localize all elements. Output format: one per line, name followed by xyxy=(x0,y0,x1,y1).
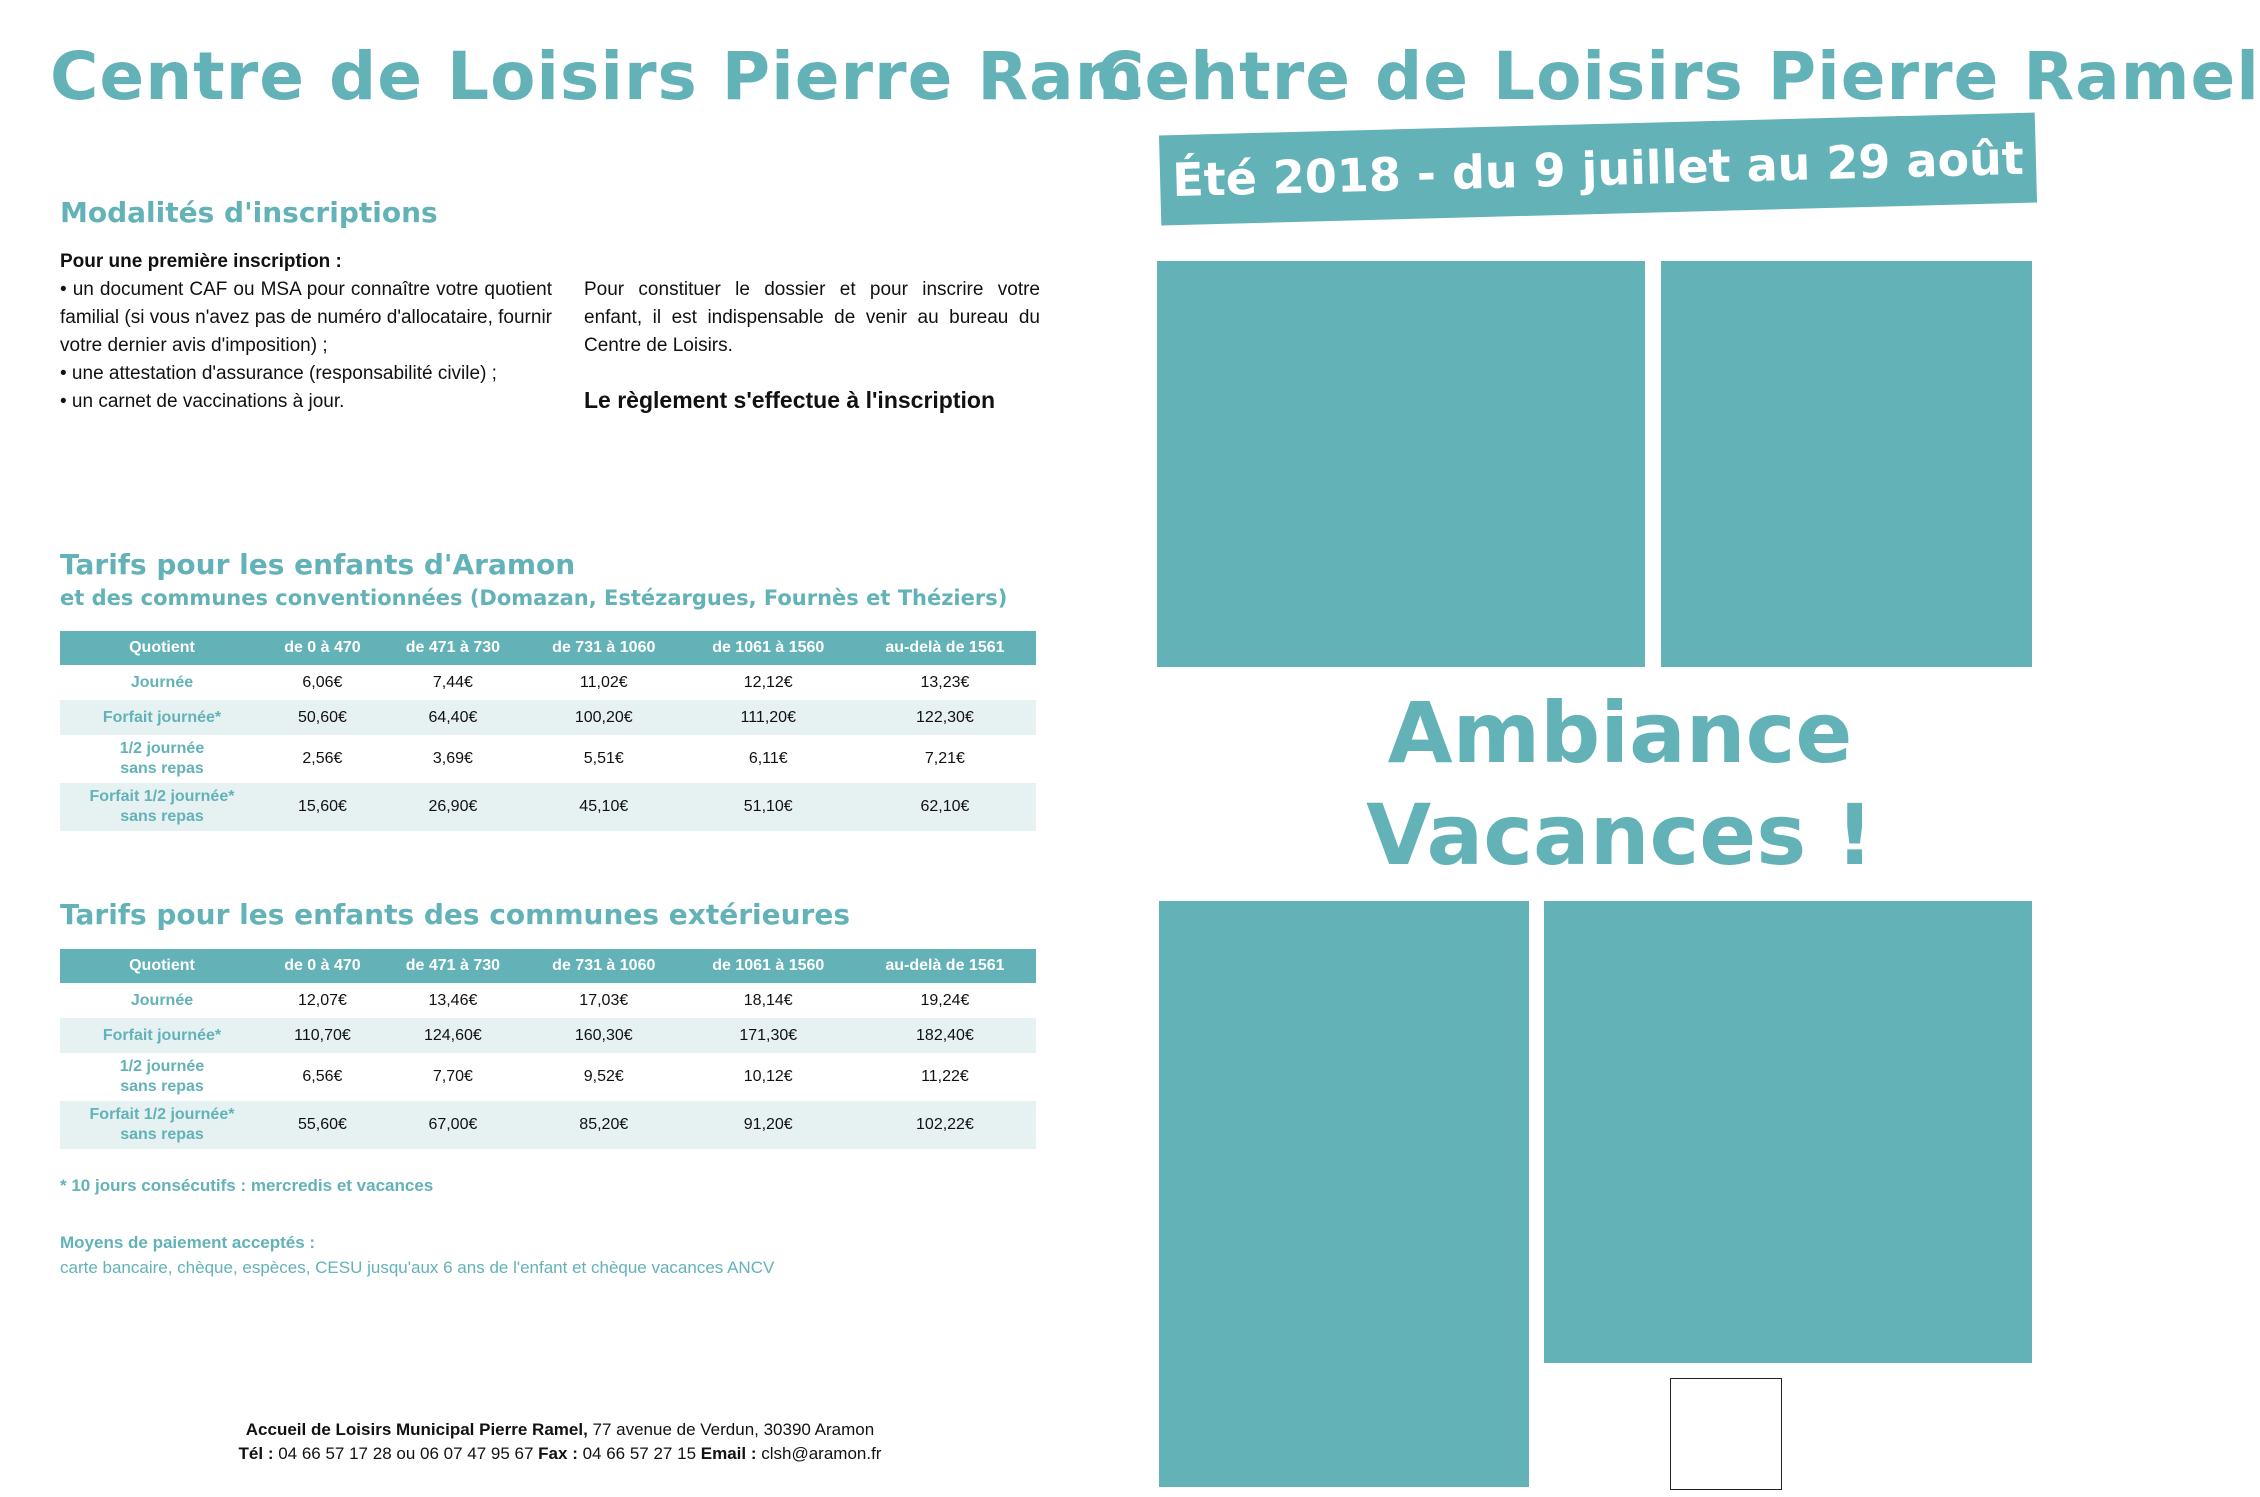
photo-placeholder-bottom-left xyxy=(1159,901,1529,1487)
photo-placeholder-bottom-right xyxy=(1544,901,2032,1363)
table-cell: 11,22€ xyxy=(921,1068,969,1085)
dates-banner-text: Été 2018 - du 9 juillet au 29 août xyxy=(1171,130,2025,208)
inscription-item: • un carnet de vaccinations à jour. xyxy=(60,391,345,412)
table-header-row xyxy=(60,949,1036,983)
table-cell: 7,70€ xyxy=(432,1068,473,1085)
table-cell: 13,46€ xyxy=(428,991,478,1009)
table-cell: 182,40€ xyxy=(854,1018,1036,1053)
table-row xyxy=(60,1018,1036,1053)
table-cell: 5,51€ xyxy=(583,750,624,767)
dates-banner xyxy=(1159,113,2037,226)
table-cell: 10,12€ xyxy=(743,1068,793,1085)
consecutive-days-note: * 10 jours consécutifs : mercredis et vacances xyxy=(60,1176,434,1195)
table-cell: 55,60€ xyxy=(264,1101,381,1149)
logo-placeholder-box xyxy=(1670,1378,1782,1490)
table-cell: 6,56€ xyxy=(302,1068,343,1085)
col-header: de 0 à 470 xyxy=(264,949,381,983)
col-header: Quotient xyxy=(60,949,264,983)
table-cell: 50,60€ xyxy=(264,700,381,735)
table-cell: 17,03€ xyxy=(579,991,629,1009)
row-label: Forfait 1/2 journée* sans repas xyxy=(60,1101,264,1149)
row-label: Forfait 1/2 journée* sans repas xyxy=(60,783,264,831)
table-cell: 6,06€ xyxy=(302,673,343,691)
table-cell: 15,60€ xyxy=(264,783,381,831)
col-header: de 1061 à 1560 xyxy=(683,949,854,983)
left-title: Centre de Loisirs Pierre Ramel xyxy=(50,38,1214,115)
col-header: Quotient xyxy=(60,631,264,665)
table-row xyxy=(60,783,1036,831)
tarifs-ext-table xyxy=(60,949,1036,1149)
table-cell: 7,21€ xyxy=(924,750,965,767)
table-cell: 124,60€ xyxy=(381,1018,525,1053)
footer-contact xyxy=(60,1418,1060,1466)
photo-placeholder-top-left xyxy=(1157,261,1645,667)
table-cell: 6,11€ xyxy=(748,750,788,767)
table-cell: 13,23€ xyxy=(920,673,970,691)
table-cell: 100,20€ xyxy=(525,700,683,735)
first-inscription-label: Pour une première inscription : xyxy=(60,251,342,272)
table-cell: 18,14€ xyxy=(743,991,793,1009)
table-cell: 51,10€ xyxy=(683,783,854,831)
table-cell: 102,22€ xyxy=(854,1101,1036,1149)
table-cell: 122,30€ xyxy=(854,700,1036,735)
col-header: au-delà de 1561 xyxy=(854,631,1036,665)
inscription-item: • un document CAF ou MSA pour connaître votre quotient familial (si vous n'avez pas de numéro d'allocataire, fournir votre dernier avis d'imposition) ; xyxy=(60,279,552,356)
table-cell: 67,00€ xyxy=(381,1101,525,1149)
table-row xyxy=(60,983,1036,1018)
row-label: Forfait journée* xyxy=(60,700,264,735)
row-label: 1/2 journée sans repas xyxy=(119,1058,205,1095)
ambiance-line1: Ambiance xyxy=(1387,684,1853,782)
tarifs-ext-heading: Tarifs pour les enfants des communes extérieures xyxy=(60,898,851,931)
inscriptions-block xyxy=(60,248,552,416)
tarifs-aramon-table xyxy=(60,631,1036,831)
table-cell: 26,90€ xyxy=(381,783,525,831)
col-header: de 731 à 1060 xyxy=(525,631,683,665)
table-cell: 91,20€ xyxy=(683,1101,854,1149)
col-header: de 471 à 730 xyxy=(381,949,525,983)
inscriptions-heading: Modalités d'inscriptions xyxy=(60,196,438,229)
table-cell: 171,30€ xyxy=(683,1018,854,1053)
right-title: Centre de Loisirs Pierre Ramel xyxy=(1096,38,2260,115)
table-cell: 2,56€ xyxy=(302,750,343,767)
table-cell: 9,52€ xyxy=(583,1068,624,1085)
table-cell: 11,02€ xyxy=(579,673,628,691)
row-label: Forfait journée* xyxy=(60,1018,264,1053)
table-row xyxy=(60,1053,1036,1101)
photo-placeholder-top-right xyxy=(1661,261,2032,667)
col-header: de 1061 à 1560 xyxy=(683,631,854,665)
table-cell: 160,30€ xyxy=(525,1018,683,1053)
table-row xyxy=(60,665,1036,700)
table-cell: 12,07€ xyxy=(297,991,347,1009)
table-cell: 64,40€ xyxy=(381,700,525,735)
table-cell: 111,20€ xyxy=(683,700,854,735)
reglement-text: Le règlement s'effectue à l'inscription xyxy=(584,387,995,413)
footer-address-line: Accueil de Loisirs Municipal Pierre Ramel, 77 avenue de Verdun, 30390 Aramon xyxy=(245,1420,875,1439)
table-cell: 19,24€ xyxy=(920,991,970,1009)
col-header: de 471 à 730 xyxy=(381,631,525,665)
payment-label: Moyens de paiement acceptés : xyxy=(60,1233,316,1252)
footer-phone-line: Tél : 04 66 57 17 28 ou 06 07 47 95 67 Fax : 04 66 57 27 15 Email : clsh@aramon.fr xyxy=(238,1444,882,1463)
table-cell: 45,10€ xyxy=(525,783,683,831)
table-cell: 3,69€ xyxy=(432,750,473,767)
table-header-row xyxy=(60,631,1036,665)
table-cell: 12,12€ xyxy=(743,673,793,691)
table-cell: 62,10€ xyxy=(854,783,1036,831)
col-header: de 0 à 470 xyxy=(264,631,381,665)
ambiance-line2: Vacances ! xyxy=(1366,786,1874,884)
table-row xyxy=(60,700,1036,735)
col-header: au-delà de 1561 xyxy=(854,949,1036,983)
col-header: de 731 à 1060 xyxy=(525,949,683,983)
payment-text: carte bancaire, chèque, espèces, CESU jusqu'aux 6 ans de l'enfant et chèque vacances ANCV xyxy=(60,1258,775,1277)
table-cell: 7,44€ xyxy=(432,673,473,691)
tarifs-aramon-heading: Tarifs pour les enfants d'Aramon xyxy=(60,548,576,581)
table-row xyxy=(60,735,1036,783)
dossier-text: Pour constituer le dossier et pour inscrire votre enfant, il est indispensable de venir au bureau du Centre de Loisirs. xyxy=(584,279,1040,356)
table-cell: 85,20€ xyxy=(525,1101,683,1149)
row-label: 1/2 journée sans repas xyxy=(119,740,205,777)
table-cell: 110,70€ xyxy=(264,1018,381,1053)
row-label: Journée xyxy=(130,673,194,691)
inscription-item: • une attestation d'assurance (responsabilité civile) ; xyxy=(60,363,497,384)
row-label: Journée xyxy=(130,991,194,1009)
tarifs-aramon-subheading: et des communes conventionnées (Domazan, Estézargues, Fournès et Théziers) xyxy=(60,586,1008,610)
table-row xyxy=(60,1101,1036,1149)
